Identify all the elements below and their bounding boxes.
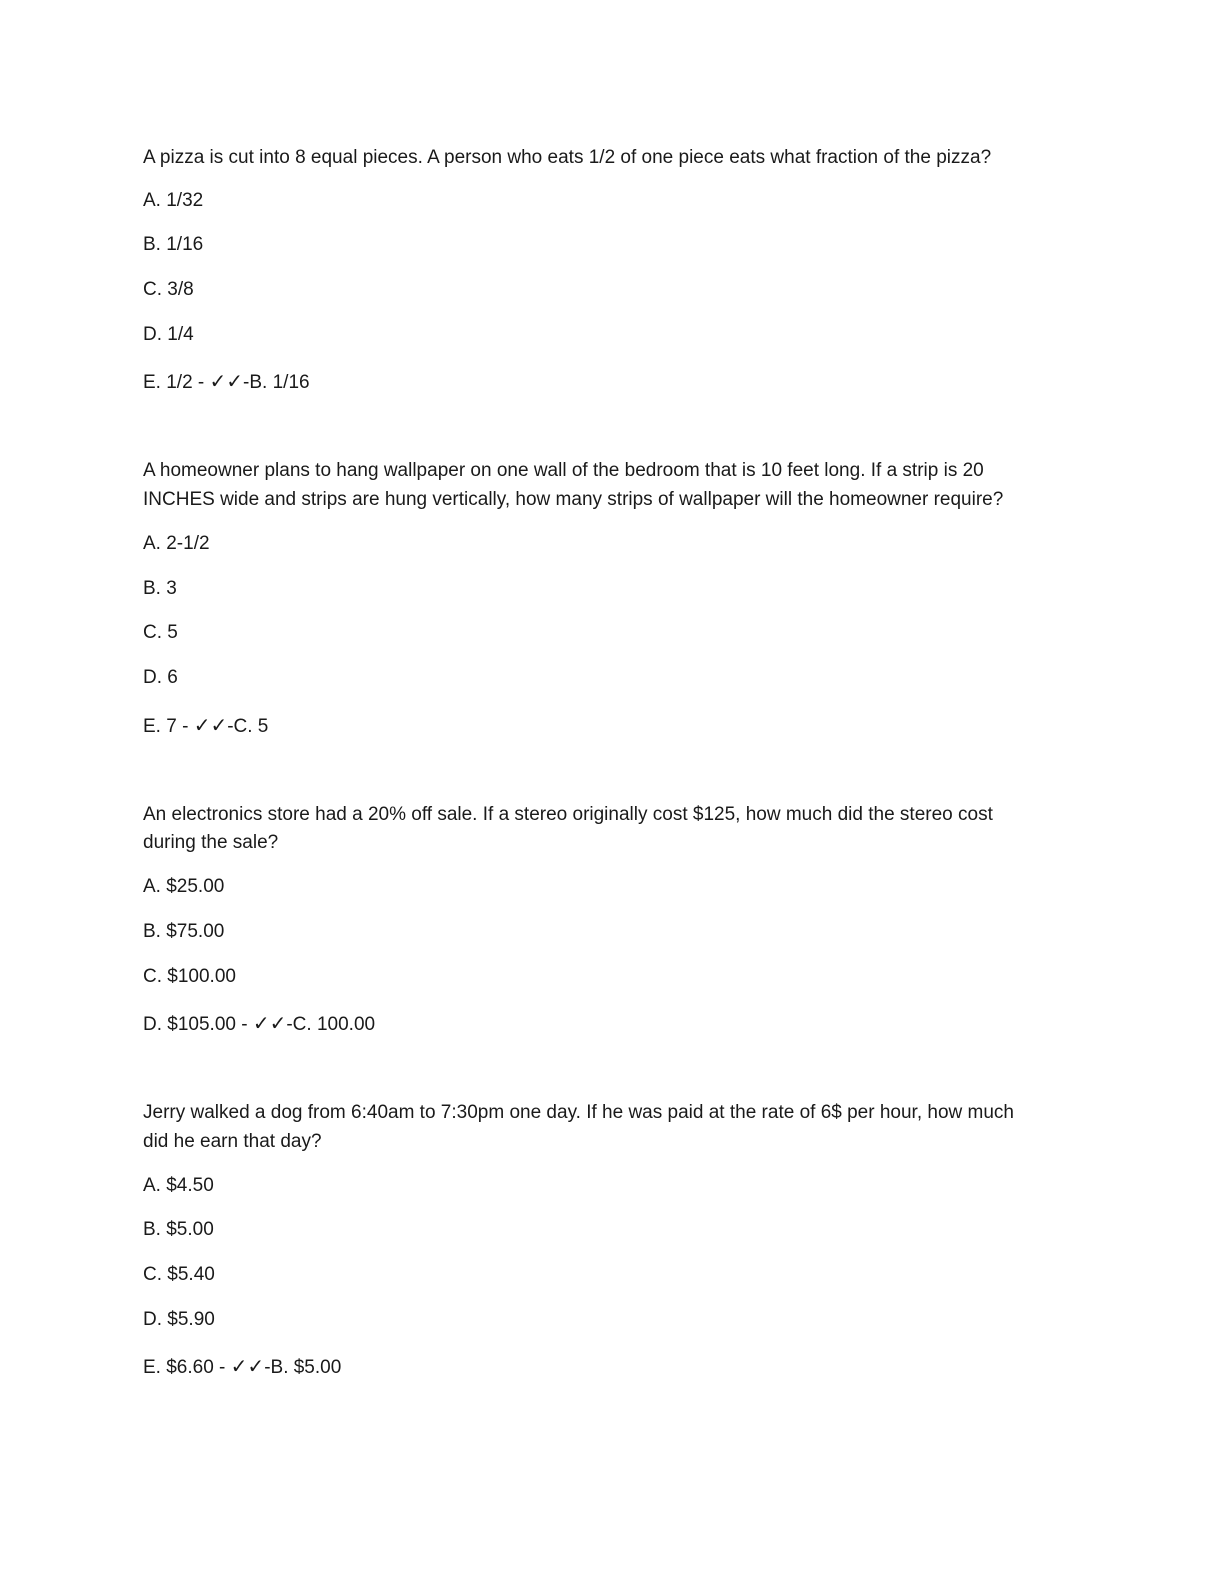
question-1-option-e: E. 1/2 - (143, 372, 210, 393)
question-3-answer-line (143, 1009, 1083, 1039)
question-4-answer: -B. $5.00 (264, 1357, 342, 1378)
question-4-option-c: C. $5.40 (143, 1264, 215, 1285)
question-3-prompt-line-2: during the sale? (143, 832, 279, 853)
question-3-option-d: D. $105.00 - (143, 1014, 253, 1035)
question-2-option-b: B. 3 (143, 578, 177, 599)
question-2-option-e: E. 7 - (143, 716, 194, 737)
question-3-option-a: A. $25.00 (143, 876, 225, 897)
question-3-prompt-line-1: An electronics store had a 20% off sale. If a stereo originally cost $125, how much did the stereo cost (143, 804, 993, 825)
question-4-option-b: B. $5.00 (143, 1219, 214, 1240)
check-mark-icon: ✓✓ (193, 713, 228, 737)
check-mark-icon: ✓✓ (230, 1354, 265, 1378)
question-1-prompt: A pizza is cut into 8 equal pieces. A person who eats 1/2 of one piece eats what fraction of the pizza? (143, 147, 992, 168)
question-4-option-e: E. $6.60 - (143, 1357, 231, 1378)
question-1-answer: -B. 1/16 (243, 372, 310, 393)
question-4-prompt-line-2: did he earn that day? (143, 1131, 322, 1152)
check-mark-icon: ✓✓ (252, 1011, 287, 1035)
question-2-option-a: A. 2-1/2 (143, 533, 210, 554)
question-1-option-a: A. 1/32 (143, 190, 204, 211)
question-2-option-d: D. 6 (143, 667, 178, 688)
question-4-prompt-line-1: Jerry walked a dog from 6:40am to 7:30pm one day. If he was paid at the rate of 6$ per hour, how much (143, 1102, 1014, 1123)
question-4-option-d: D. $5.90 (143, 1309, 215, 1330)
question-2-answer-line (143, 711, 1083, 741)
question-2-prompt-line-2: INCHES wide and strips are hung vertically, how many strips of wallpaper will the homeowner require? (143, 489, 1004, 510)
check-mark-icon: ✓✓ (209, 369, 244, 393)
question-1-option-c: C. 3/8 (143, 279, 194, 300)
question-2-answer: -C. 5 (227, 716, 269, 737)
question-3-answer: -C. 100.00 (286, 1014, 376, 1035)
question-1-option-b: B. 1/16 (143, 234, 204, 255)
question-1-option-d: D. 1/4 (143, 324, 194, 345)
question-2-option-c: C. 5 (143, 622, 178, 643)
question-4-option-a: A. $4.50 (143, 1175, 214, 1196)
question-3-option-c: C. $100.00 (143, 966, 236, 987)
question-1-answer-line (143, 367, 1083, 397)
question-2-prompt-line-1: A homeowner plans to hang wallpaper on one wall of the bedroom that is 10 feet long. If a strip is 20 (143, 460, 984, 481)
question-3-option-b: B. $75.00 (143, 921, 225, 942)
question-4-answer-line (143, 1352, 1083, 1382)
